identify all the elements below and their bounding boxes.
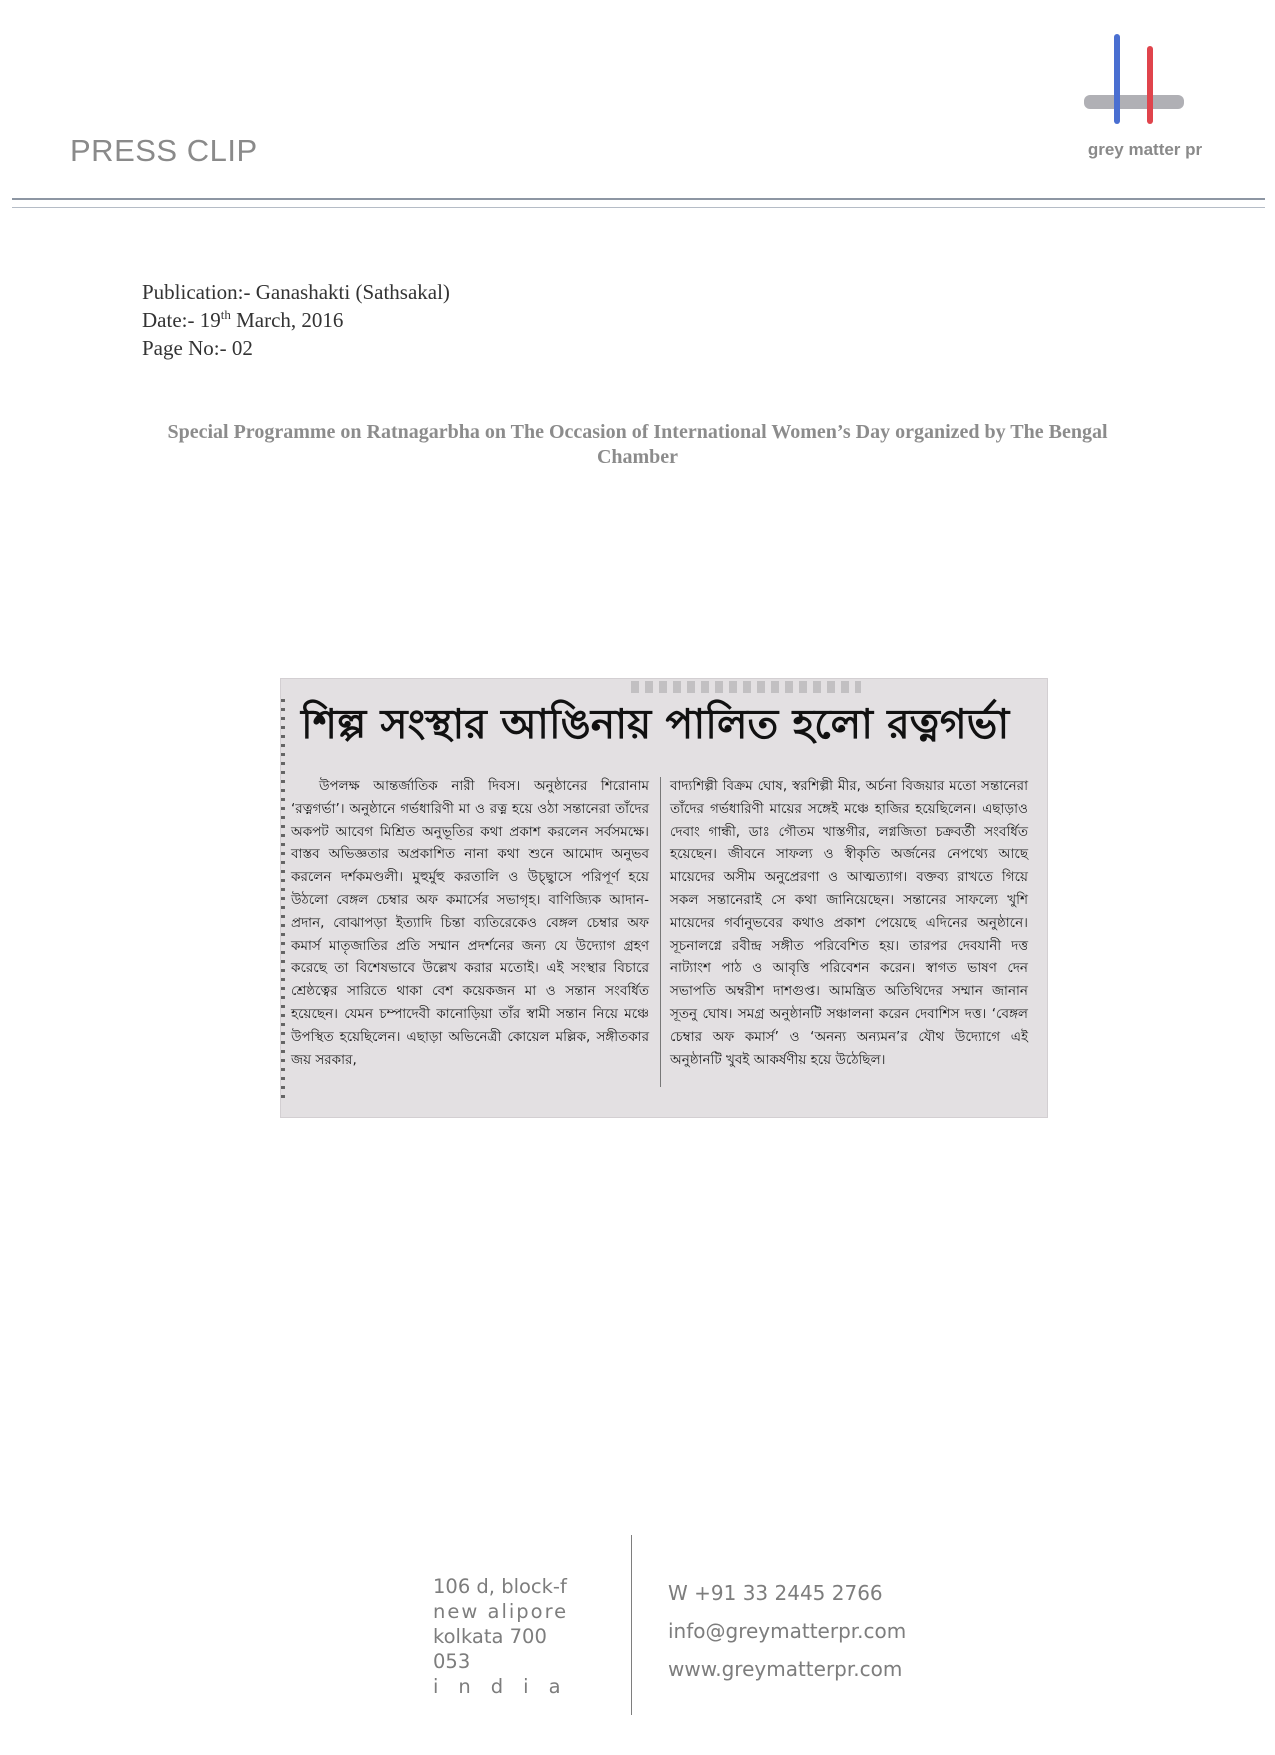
clip-column-1: উপলক্ষ আন্তর্জাতিক নারী দিবস। অনুষ্ঠানের শিরোনাম ‘রত্নগর্ভা’। অনুষ্ঠানে গর্ভধারিণী মা ও রত্ন হয়ে ওঠা সন্তানেরা তাঁদের অকপট আবেগ মিশ্রিত অনুভূতির কথা প্রকাশ করলেন সর্বসমক্ষে। বাস্তব অভিজ্ঞতার অপ্রকাশিত নানা কথা শুনে আমোদ অনুভব করলেন দর্শকমণ্ডলী। মুহুর্মুহু করতালি ও উচ্ছ্বাসে পরিপূর্ণ হয়ে উঠলো বেঙ্গল চেম্বার অফ কমার্সের সভাগৃহ। বাণিজ্যিক আদান-প্রদান, বোঝাপড়া ইত্যাদি চিন্তা ব্যতিরেকেও বেঙ্গল চেম্বার অফ কমার্স মাতৃজাতির প্রতি সম্মান প্রদর্শনের জন্য যে উদ্যোগ গ্রহণ করেছে তা বিশেষভাবে উল্লেখ করার মতোই। এই সংস্থার বিচারে শ্রেষ্ঠত্বের সারিতে থাকা বেশ কয়েকজন মা ও সন্তান সংবর্ধিত হয়েছেন। যেমন চম্পাদেবী কানোড়িয়া তাঁর স্বামী সন্তান নিয়ে মঞ্চে উপস্থিত হয়েছিলেন। এছাড়া অভিনেত্রী কোয়েল মল্লিক, সঙ্গীতকার জয় সরকার,	[291, 778, 649, 1068]
clip-bleed-text	[631, 681, 861, 693]
publication-meta	[142, 278, 450, 362]
logo-text: grey matter pr	[1087, 140, 1203, 159]
grey-matter-logo	[1080, 28, 1210, 168]
address-line-1: 106 d, block-f	[433, 1575, 567, 1598]
logo-grey-swipe	[1084, 95, 1184, 109]
address-line-2: new alipore	[433, 1600, 569, 1623]
footer-contact	[668, 1574, 906, 1688]
address-line-3: kolkata 700 053	[433, 1625, 547, 1673]
date-suffix-ordinal: th	[220, 307, 231, 322]
publication-line: Publication:- Ganashakti (Sathsakal)	[142, 280, 450, 304]
clip-column-2: বাদ্যশিল্পী বিক্রম ঘোষ, স্বরশিল্পী মীর, অর্চনা বিজয়ার মতো সন্তানেরা তাঁদের গর্ভধারিণী মায়ের সঙ্গেই মঞ্চে হাজির হয়েছিলেন। এছাড়াও দেবাং গান্ধী, ডাঃ গৌতম খাস্তগীর, লগ্নজিতা চক্রবর্তী সংবর্ধিত হয়েছেন। জীবনে সাফল্য ও স্বীকৃতি অর্জনের নেপথ্যে আছে মায়েদের অসীম অনুপ্রেরণা ও আত্মত্যাগ। বক্তব্য রাখতে গিয়ে সকল সন্তানেরাই সে কথা জানিয়েছেন। সন্তানের সাফল্যে খুশি মায়েদের গর্বানুভবের কথাও প্রকাশ পেয়েছে এদিনের অনুষ্ঠানে। সূচনালগ্নে রবীন্দ্র সঙ্গীত পরিবেশিত হয়। তারপর দেবযানী দত্ত নাট্যাংশ পাঠ ও আবৃত্তি পরিবেশন করেন। স্বাগত ভাষণ দেন সভাপতি অম্বরীশ দাশগুপ্ত। আমন্ত্রিত অতিথিদের সম্মান জানান সূতনু ঘোষ। সমগ্র অনুষ্ঠানটি সঞ্চালনা করেন দেবাশিস দত্ত। ‘বেঙ্গল চেম্বার অফ কমার্স’ ও ‘অনন্য অন্যমন’র যৌথ উদ্যোগে এই অনুষ্ঠানটি খুবই আকর্ষণীয় হয়ে উঠেছিল।	[670, 778, 1028, 1068]
date-line	[142, 306, 450, 334]
logo-blue-bar	[1114, 34, 1120, 124]
press-clip-title: PRESS CLIP	[70, 133, 258, 168]
phone-number: W +91 33 2445 2766	[668, 1581, 883, 1605]
address-line-4: india	[433, 1675, 581, 1698]
logo-red-bar	[1147, 46, 1153, 124]
header-rule	[12, 198, 1265, 200]
footer-divider	[631, 1535, 632, 1715]
footer-address	[433, 1574, 583, 1699]
clip-cut-edge	[281, 699, 285, 1099]
clip-column-divider	[660, 777, 661, 1087]
date-prefix: Date:- 19	[142, 308, 221, 332]
date-suffix: March, 2016	[230, 308, 344, 332]
page-number-line: Page No:- 02	[142, 336, 253, 360]
website-link[interactable]: www.greymatterpr.com	[668, 1657, 903, 1681]
newspaper-clipping	[280, 678, 1048, 1118]
clip-caption: Special Programme on Ratnagarbha on The Occasion of International Women’s Day organized by The Bengal Chamber	[167, 421, 1108, 468]
email-link[interactable]: info@greymatterpr.com	[668, 1619, 907, 1643]
clip-headline: শিল্প সংস্থার আঙিনায় পালিত হলো রত্নগর্ভা	[301, 700, 1010, 748]
header-rule-thin	[12, 207, 1265, 208]
